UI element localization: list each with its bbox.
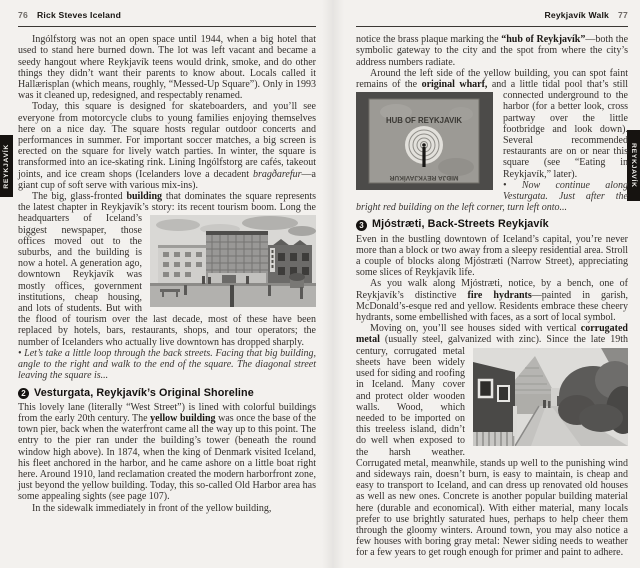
paragraph-text: In the sidewalk immediately in front of the yellow building, (32, 502, 272, 514)
paragraph-corrugated-metal (356, 323, 628, 558)
plaque-top-text: HUB OF REYKJAVIK (385, 116, 463, 126)
paragraph-text: —painted in garish, McDonald’s-esque red and yellow. Residents embrace these cheery hydrants, some embellished with faces, as a sort of local symbol. (356, 289, 629, 324)
paragraph-text: Moving on, you’ll see houses sided with vertical (370, 323, 581, 335)
paragraph-text: Today, this square is designed for skateboarders, and you’ll see everyone from motorcycle clubs to young families enjoying themselves here on a nice day. The square hosts regular outdoor concerts and performances in summer. For important soccer matches, a big screen is erected on the square for lively watch parties. In winter, the square is transformed into an ice-skating rink. Lining Ingólfstorg are cafés, takeout joints, and ice cream shops (Icelanders love a decadent (18, 101, 316, 180)
paragraph-text: was once the base of the town pier, back when the waterfront came all the way up to this point. The entry to the pier ran under the building’s tower (beneath the round window high above). In 1874, when the king of Denmark visited Iceland, his fleet anchored in the harbor, and he came ashore on a little boat right here. Around 1910, land reclamation created the modern harborfront zone, just beyond the yellow building. Today, this so-called Old Harbor area has some appealing sights (see page 107). (18, 412, 316, 503)
paragraph-ingolfstorg-history (18, 34, 316, 101)
section-heading-vesturgata (18, 388, 316, 399)
walking-direction-note (18, 348, 316, 382)
paragraph-text: that dominates the square represents the latest chapter in Reykjavík’s story: its recent tourism boom. (18, 191, 316, 214)
bold-term: original wharf, (421, 79, 488, 91)
page-gutter (322, 0, 344, 568)
paragraph-text: Ingólfstorg was not an open space until 1944, when a big hotel that used to stand here burned down. The lot was left vacant and became a seedy hangout where Reykjavík teens would drink, smoke, and do other things they didn’t want their parents to know about. Locals called it Hallærisplan (which means, roughly, “Messed-Up Square”). Only in 1993 was it cleaned up, redesigned, and respectably renamed. (18, 34, 316, 102)
bold-term: building (126, 191, 163, 203)
paragraph-text: —a giant cup of soft serve with various mix-ins). (18, 168, 316, 191)
section-heading-mjostraeti (356, 219, 628, 230)
right-page-header (356, 10, 628, 27)
paragraph-text: century, corrugated metal sheets have been widely used for siding and roofing in Iceland. Many cover and protect older wooden walls. Wood, which needed to be imported on this treeless island, didn’t do well when exposed to the harsh weather. Corrugated metal, meanwhile, stands up well to the punishing wind and sideways rain, doesn’t burn, is easy to maintain, is cheap and easy to transport to Iceland, and can dress up renovated old houses as well as new ones. Concrete is another popular building material here (durable and economical). With either material, many locals prefer to use brightly saturated hues, perhaps to help cheer them through the gloomy winters. Around town, you may also notice a few houses with boring gray metal: Newer siding needs to weather for a few years to get rough enough for primer and paint to adhere. (356, 345, 628, 559)
bold-term: fire hydrants (467, 289, 532, 301)
paragraph-text: (usually steel, galvanized with zinc). Since the late 19th (379, 334, 628, 346)
paragraph-fire-hydrants (356, 278, 628, 323)
book-title: Rick Steves Iceland (36, 10, 122, 20)
paragraph-glass-building (18, 191, 316, 348)
paragraph-mjostraeti-intro (356, 234, 628, 279)
photo-hub-plaque (356, 92, 493, 190)
side-tab-right (627, 130, 640, 201)
paragraph-vesturgata (18, 402, 316, 503)
paragraph-text: —both the symbolic gateway to the city and the spot from where the city’s address numbers radiate. (356, 34, 629, 68)
page-number: 76 (18, 10, 28, 20)
paragraph-text: connected underground to the harbor (for a better look, cross partway over the little footbridge and look down). Several recommended restaurants are on or near this square (see “Eating in Reykjavík,” later). (503, 90, 628, 180)
section-title: Vesturgata, Reykjavík’s Original Shoreline (34, 386, 254, 399)
bold-term: “hub of Reykjavík” (501, 34, 586, 46)
left-page (18, 10, 316, 514)
section-title: Mjóstræti, Back-Streets Reykjavík (372, 218, 549, 231)
paragraph-text: Around the left side of the yellow building, you can spot faint remains of the (356, 67, 628, 91)
stop-number-badge: 2 (18, 388, 29, 399)
paragraph-text: • Now continue along Vesturgata. Just after the bright red building on the left corner, turn left onto... (356, 179, 628, 214)
paragraph-text: The big, glass-fronted (32, 191, 127, 203)
photo-ingolfstorg-square (150, 215, 316, 307)
paragraph-text: Even in the bustling downtown of Iceland’s capital, you’re never more than a block or two away from a sleepy residential area. Stroll a couple of blocks along Mjóstræti (Narrow Street), appreciating some slices of Reykjavík life. (356, 233, 628, 279)
paragraph-sidewalk-lead (18, 503, 316, 514)
paragraph-square-today (18, 101, 316, 191)
side-tab-label: REYKJAVÍK (630, 143, 637, 188)
paragraph-text: Long the headquarters of Iceland’s biggest newspaper, those offices moved out to the suburbs, and the building is now a hotel. A generation ago, downtown Reykjavík was mostly offices, government institutions, cheap housing, and lots of students. But with the flood of tourism over the last decade, most of these have been replaced by hotels, bars, restaurants, shops, and tour operators; the number of Icelanders who actually live downtown has dropped sharply. (18, 202, 316, 348)
page-number: 77 (618, 10, 628, 20)
paragraph-text: This lovely lane (literally “West Street”) is lined with colorful buildings from the early 20th century. The (18, 401, 316, 424)
paragraph-text: • Let’s take a little loop through the back streets. Facing that big building, angle to the right and walk to the end of the square. The diagonal street leaving the square is... (18, 347, 316, 382)
stop-number-badge: 3 (356, 220, 367, 231)
left-page-header (18, 10, 316, 27)
paragraph-text: and a little tidal pool that’s still (487, 79, 628, 91)
side-tab-label: REYKJAVÍK (3, 143, 10, 189)
plaque-bottom-text: MIÐJA REYKJAVÍKUR (389, 174, 459, 182)
paragraph-original-wharf (356, 68, 628, 180)
photo-street-houses (473, 348, 628, 446)
side-tab-left (0, 135, 13, 197)
bold-term: corrugated metal (356, 323, 628, 346)
paragraph-text: As you walk along Mjóstræti, notice, by a bench, one of Reykjavík’s distinctive (356, 278, 628, 301)
paragraph-text: notice the brass plaque marking the (356, 34, 502, 46)
italic-term: bragðarefur (253, 168, 302, 180)
chapter-title: Reykjavík Walk (544, 10, 610, 20)
right-page (356, 10, 628, 559)
bold-term: yellow building (150, 412, 216, 424)
paragraph-hub-plaque (356, 34, 628, 68)
